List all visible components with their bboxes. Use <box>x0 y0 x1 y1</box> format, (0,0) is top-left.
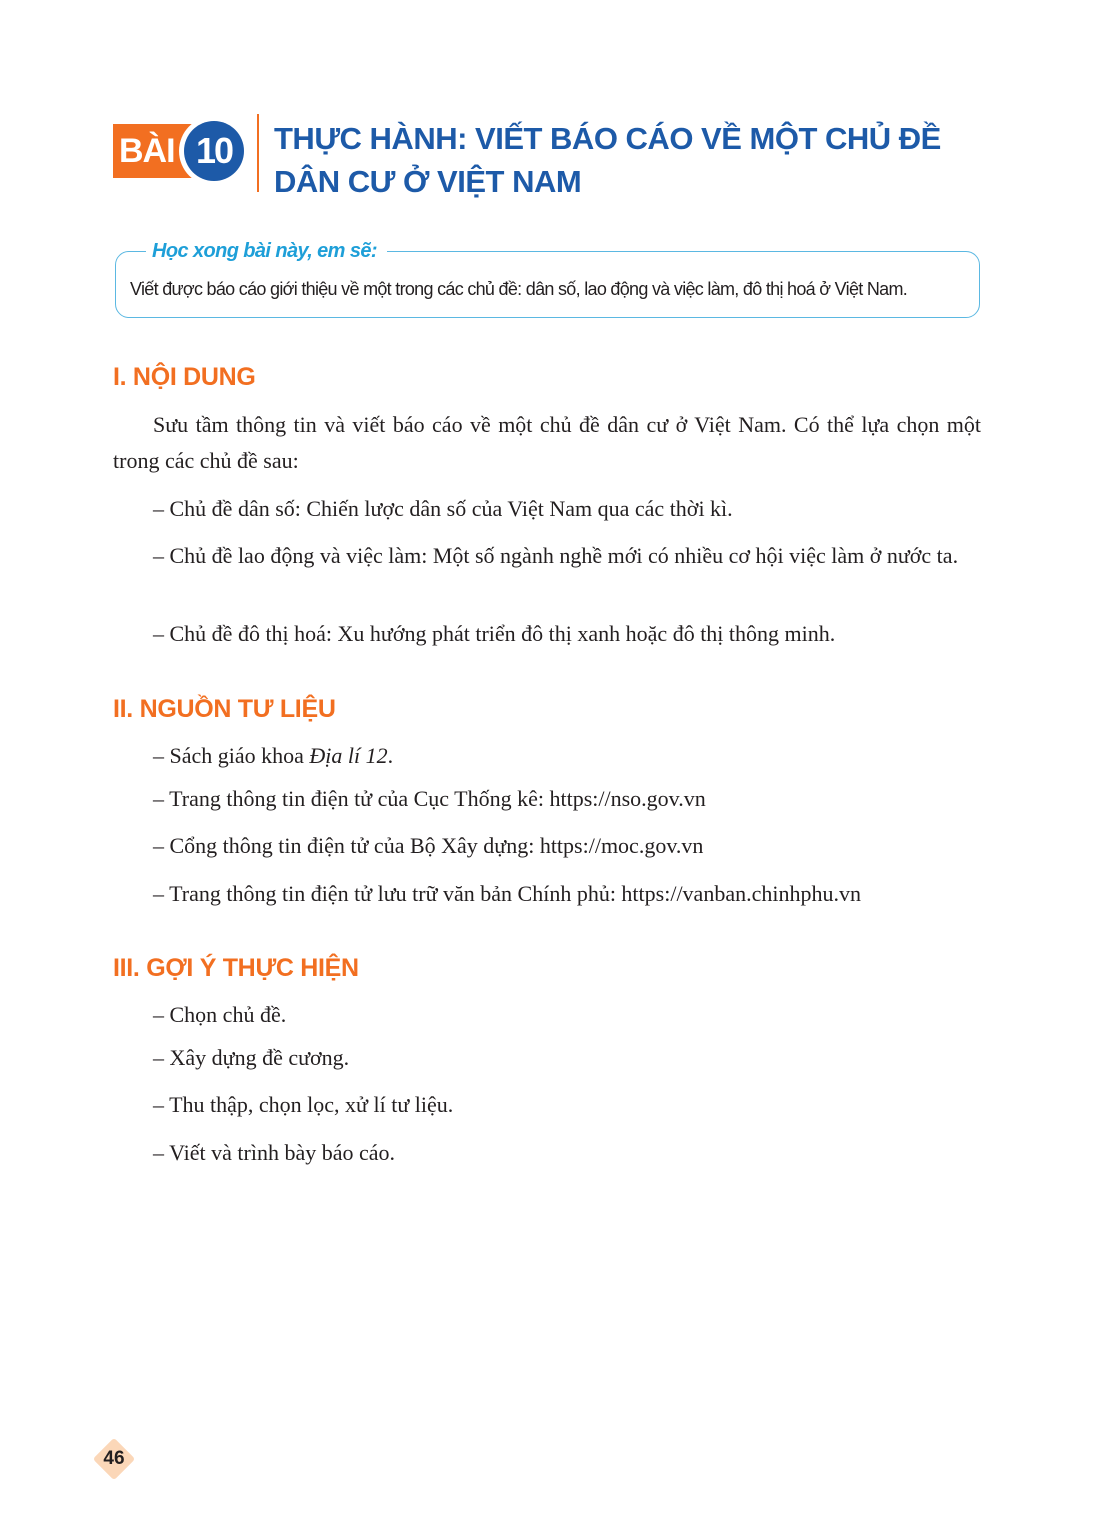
title-divider <box>257 114 259 192</box>
list-item: – Trang thông tin điện tử lưu trữ văn bản Chính phủ: https://vanban.chinhphu.vn <box>153 881 861 906</box>
section-heading-sources: II. NGUỒN TƯ LIỆU <box>113 695 336 723</box>
list-item: – Viết và trình bày báo cáo. <box>153 1140 396 1165</box>
lesson-number: 10 <box>184 121 244 181</box>
objective-text: Viết được báo cáo giới thiệu về một trong các chủ đề: dân số, lao động và việc làm, đô thị hoá ở Việt Nam. <box>130 279 908 299</box>
list-item: – Trang thông tin điện tử của Cục Thống kê: https://nso.gov.vn <box>153 786 706 811</box>
list-item: – Chủ đề lao động và việc làm: Một số ngành nghề mới có nhiều cơ hội việc làm ở nước ta. <box>153 543 959 568</box>
textbook-title: Địa lí 12 <box>309 743 388 768</box>
list-item: – Chủ đề dân số: Chiến lược dân số của Việt Nam qua các thời kì. <box>153 496 733 521</box>
page-number: 46 <box>103 1448 125 1469</box>
objective-box <box>115 240 980 318</box>
objective-heading: Học xong bài này, em sẽ: <box>146 238 387 264</box>
list-item: – Chủ đề đô thị hoá: Xu hướng phát triển đô thị xanh hoặc đô thị thông minh. <box>153 621 836 646</box>
section-heading-content: I. NỘI DUNG <box>113 363 256 391</box>
list-item: – Chọn chủ đề. <box>153 1002 287 1027</box>
page-number-badge <box>94 1439 134 1479</box>
list-item: – Cổng thông tin điện tử của Bộ Xây dựng: https://moc.gov.vn <box>153 833 704 858</box>
list-item: – Thu thập, chọn lọc, xử lí tư liệu. <box>153 1092 454 1117</box>
section-heading-guide: III. GỢI Ý THỰC HIỆN <box>113 954 359 982</box>
list-item <box>153 741 393 771</box>
source-item-prefix: – Sách giáo khoa <box>153 743 310 768</box>
section1-intro: Sưu tầm thông tin và viết báo cáo về một chủ đề dân cư ở Việt Nam. Có thể lựa chọn một trong các chủ đề sau: <box>113 412 981 473</box>
lesson-title <box>274 117 994 203</box>
list-item: – Xây dựng đề cương. <box>153 1045 350 1070</box>
lesson-badge <box>113 112 253 192</box>
lesson-title-line2: DÂN CƯ Ở VIỆT NAM <box>274 164 582 199</box>
lesson-title-line1: THỰC HÀNH: VIẾT BÁO CÁO VỀ MỘT CHỦ ĐỀ <box>274 121 941 156</box>
lesson-label: BÀI <box>113 124 225 178</box>
source-item-suffix: . <box>387 743 394 768</box>
